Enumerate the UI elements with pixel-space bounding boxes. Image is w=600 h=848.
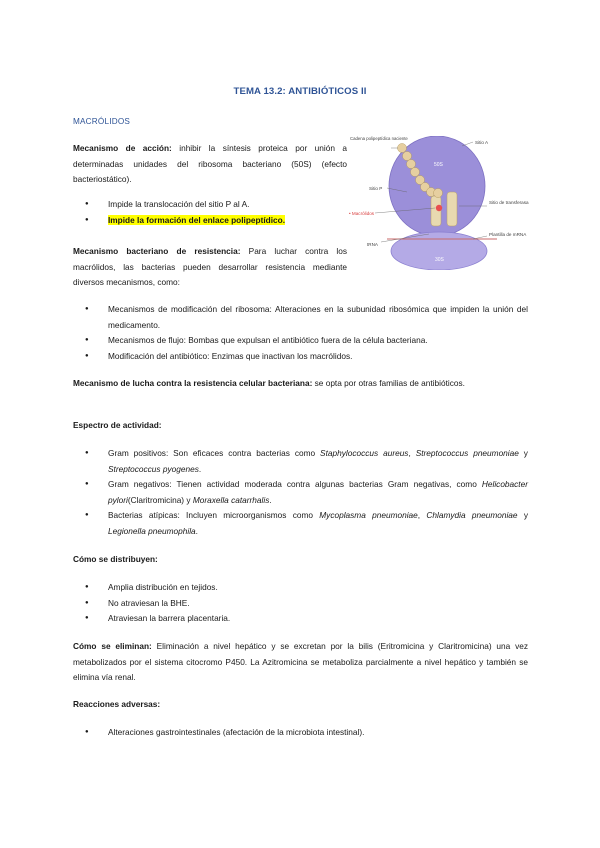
list-item: ● Modificación del antibiótico: Enzimas que inactivan los macrólidos. [73, 349, 528, 365]
label-50s: 50S [434, 162, 443, 168]
section-heading: MACRÓLIDOS [73, 117, 131, 126]
distribution-heading-block [73, 552, 528, 568]
spectrum-list [73, 446, 528, 539]
resistance-text: Para luchar contra los macrólidos, las bacterias pueden desarrollar resistencia mediante diversos mecanismos, como: [73, 246, 347, 287]
ribosome-30s-shape [391, 232, 487, 270]
list-item: ● No atraviesan la BHE. [73, 596, 528, 612]
list-item: ● Gram negativos: Tienen actividad moderada contra algunas bacterias Gram negativas, como Helicobacter pylori(Claritromicina) y Moraxella catarrhalis. [73, 477, 528, 508]
list-item [73, 213, 347, 229]
spectrum-heading: Espectro de actividad: [73, 420, 162, 430]
label-macrolides: • Macrólidos [349, 211, 375, 216]
elimination-text: Eliminación a nivel hepático y se excretan por la bilis (Eritromicina y Claritromicina) una vez metabolizados por el sistema citocromo P450. La Azitromicina se metaboliza parcialmente a nivel hepático y también se elimina vía renal. [73, 641, 528, 682]
adverse-list [73, 725, 528, 741]
label-mrna: Plantilla de mRNA [489, 232, 527, 237]
list-item: ● Amplia distribución en tejidos. [73, 580, 528, 596]
trna-shape-2 [447, 192, 457, 226]
macrolide-marker [436, 205, 442, 211]
mechanism-text: inhibir la síntesis proteica por unión a determinadas unidades del ribosoma bacteriano (50S) (efecto bacteriostático). [73, 143, 348, 184]
resistance-list [73, 302, 528, 364]
label-30s: 30S [435, 257, 444, 263]
adverse-heading-block [73, 697, 528, 713]
label-transferase: Sitio de transferasa [489, 200, 529, 205]
list-item: ● Mecanismos de flujo: Bombas que expulsan el antibiótico fuera de la célula bacteriana. [73, 333, 528, 349]
elimination-paragraph [73, 639, 528, 686]
fight-paragraph [73, 376, 528, 392]
ribosome-diagram [347, 136, 530, 270]
label-chain: Cadena polipeptídica naciente [350, 136, 408, 141]
elimination-label: Cómo se eliminan: [73, 641, 152, 651]
label-site-p: Sitio P [369, 186, 383, 191]
list-item: ● Impide la translocación del sitio P al A. [73, 197, 347, 213]
fight-text: se opta por otras familias de antibióticos. [312, 378, 465, 388]
list-item: ● Bacterias atípicas: Incluyen microorganismos como Mycoplasma pneumoniae, Chlamydia pneumoniae y Legionella pneumophila. [73, 508, 528, 539]
label-site-a: Sitio A [475, 140, 489, 145]
fight-label: Mecanismo de lucha contra la resistencia celular bacteriana: [73, 378, 313, 388]
resistance-paragraph [73, 244, 347, 291]
distribution-list [73, 580, 528, 627]
label-trna: tRNA [367, 242, 378, 247]
list-item: ● Alteraciones gastrointestinales (afectación de la microbiota intestinal). [73, 725, 528, 741]
mechanism-label: Mecanismo de acción: [73, 143, 172, 153]
page-title: TEMA 13.2: ANTIBIÓTICOS II [233, 86, 367, 97]
distribution-heading: Cómo se distribuyen: [73, 554, 158, 564]
mechanism-paragraph [73, 141, 347, 188]
list-item: ● Mecanismos de modificación del ribosoma: Alteraciones en la subunidad ribosómica que impiden la unión del medicamento. [73, 302, 528, 333]
adverse-heading: Reacciones adversas: [73, 699, 161, 709]
resistance-label: Mecanismo bacteriano de resistencia: [73, 246, 241, 256]
spectrum-heading-block [73, 418, 528, 434]
list-item: ● Gram positivos: Son eficaces contra bacterias como Staphylococcus aureus, Streptococcus pneumoniae y Streptococcus pyogenes. [73, 446, 528, 477]
mechanism-list [73, 197, 347, 228]
highlighted-text: Impide la formación del enlace polipeptídico. [108, 214, 286, 225]
list-item: ● Atraviesan la barrera placentaria. [73, 611, 528, 627]
